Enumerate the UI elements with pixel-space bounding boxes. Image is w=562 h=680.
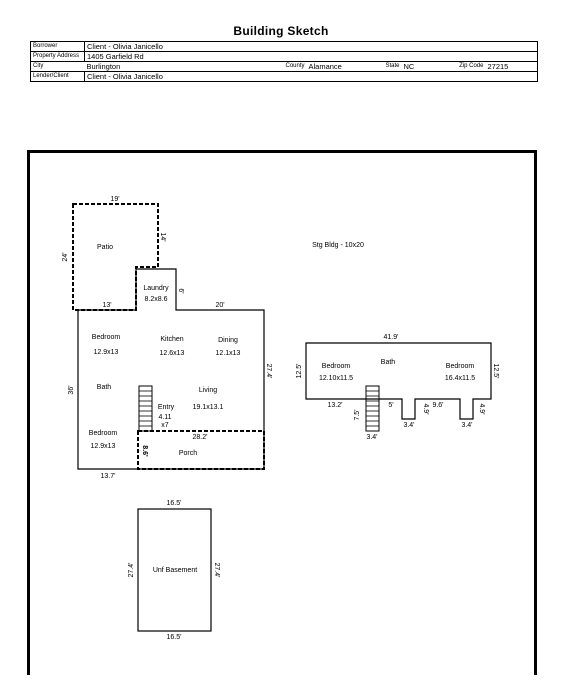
wing-dim-7-5: 7.5' [354,409,361,421]
wing-bedroom-left-label: Bedroom [321,363,351,370]
county-value: Alamance [307,62,382,72]
bedroom2-size: 12.9x13 [90,443,116,450]
patio-outline [73,204,158,310]
address-row [31,52,538,62]
main-dim-top: 20' [215,302,225,309]
wing-dim-5: 5' [388,402,394,409]
lender-label: Lender/Client [31,72,85,82]
main-house-outline [78,269,264,469]
city-label: City [31,62,85,72]
entry-label: Entry [157,404,175,411]
address-value: 1405 Garfield Rd [85,52,538,62]
building-sketch-area [27,150,537,675]
bedroom1-label: Bedroom [91,334,121,341]
porch-dim-top: 28.2' [192,434,208,441]
main-dim-left: 36' [68,385,75,395]
laundry-label: Laundry [143,285,169,292]
kitchen-size: 12.6x13 [159,350,185,357]
entry-size: 4.11 [158,414,172,421]
wing-dim-3-4-a: 3.4' [403,422,415,429]
wing-dim-3-4-stair: 3.4' [366,434,378,441]
wing-dim-9-6: 9.6' [432,402,444,409]
porch-label: Porch [178,450,198,457]
borrower-label: Borrower [31,42,85,52]
lender-value: Client - Olivia Janicello [85,72,538,82]
bedroom2-label: Bedroom [88,430,118,437]
dining-label: Dining [218,337,238,344]
main-dim-bottom: 13.7' [100,473,116,480]
lender-row [31,72,538,82]
zip-label: Zip Code [434,62,486,72]
patio-dim-right: 14' [159,232,166,242]
city-value: Burlington [85,62,265,72]
main-dim-right: 27.4' [265,363,272,379]
basement-dim-right: 27.4' [213,562,220,578]
wing-dim-right: 12.5' [492,363,499,379]
borrower-value: Client - Olivia Janicello [85,42,538,52]
county-label: County [265,62,307,72]
page-title: Building Sketch [233,24,329,38]
wing-dim-top: 41.9' [383,334,399,341]
patio-dim-top: 19' [110,196,120,203]
basement-dim-left: 27.4' [128,562,135,578]
storage-building-label: Stg Bldg - 10x20 [312,242,364,249]
wing-dim-13-2: 13.2' [327,402,343,409]
living-size: 19.1x13.1 [192,404,224,411]
state-label: State [382,62,402,72]
basement-label: Unf Basement [152,567,198,574]
wing-dim-left: 12.5' [296,363,303,379]
wing-bedroom-right-label: Bedroom [445,363,475,370]
patio-dim-bottom: 13' [102,302,112,309]
zip-value: 27215 [486,62,538,72]
wing-bath-label: Bath [380,359,396,366]
property-info-table [30,41,538,82]
wing-dim-4-9-b: 4.9' [478,403,485,415]
dining-size: 12.1x13 [215,350,241,357]
right-wing-stairs [366,386,379,431]
entry-size-2: x7 [161,422,169,429]
laundry-dim-right: 6' [177,288,184,294]
sketch-canvas [27,150,537,675]
wing-dim-4-9-a: 4.9' [422,403,429,415]
kitchen-label: Kitchen [160,336,184,343]
patio-label: Patio [97,244,113,251]
wing-dim-3-4-b: 3.4' [461,422,473,429]
wing-bedroom-left-size: 12.10x11.5 [318,375,354,382]
living-label: Living [198,387,218,394]
bath-main-label: Bath [96,384,112,391]
laundry-size: 8.2x8.6 [144,296,168,303]
basement-dim-bottom: 16.5' [166,634,182,641]
porch-dim-left: 8.6' [141,445,148,457]
bedroom1-size: 12.9x13 [93,349,119,356]
state-value: NC [402,62,434,72]
basement-dim-top: 16.5' [166,500,182,507]
address-label: Property Address [31,52,85,62]
main-stairs [139,386,152,431]
patio-dim-left: 24' [62,252,69,262]
borrower-row [31,42,538,52]
wing-bedroom-right-size: 16.4x11.5 [444,375,476,382]
city-row [31,62,538,72]
